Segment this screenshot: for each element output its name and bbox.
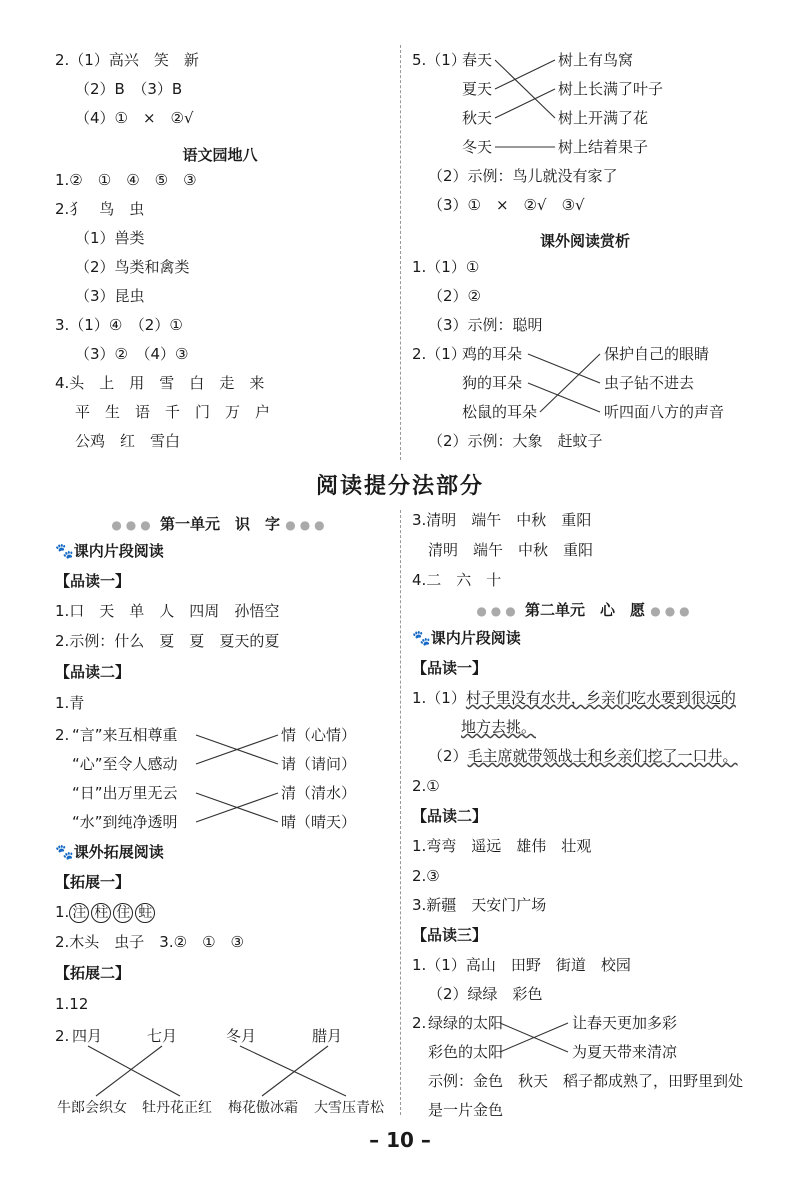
- ear-right-1: 虫子钻不进去: [604, 374, 695, 392]
- answer-2c: （3）昆虫: [75, 287, 145, 305]
- answer-4b: 平 生 语 千 门 万 户: [75, 403, 271, 421]
- ear-right-0: 保护自己的眼睛: [604, 345, 710, 363]
- phrase-2: 梅花傲冰霜: [228, 1100, 298, 1116]
- paw-icon: 🐾: [412, 629, 431, 647]
- match-line: [96, 1046, 162, 1096]
- phrase-0: 牛郎会织女: [57, 1100, 127, 1116]
- festivals-a: 3.清明 端午 中秋 重阳: [412, 511, 592, 529]
- pindu-3-q1: 1.（1）高山 田野 街道 校园: [412, 956, 631, 974]
- reading-2-2: （2）示例：大象 赶蚊子: [428, 432, 603, 450]
- numbers-answer: 4.二 六 十: [412, 571, 502, 589]
- month-3: 腊月: [312, 1027, 343, 1045]
- radical-left-1: “心”至令人感动: [72, 755, 178, 773]
- pindu-1-q2-num: （2）: [428, 747, 468, 765]
- section-title-yuwenyuandi: 语文园地八: [182, 146, 258, 164]
- tuozhan-1-label: 【拓展一】: [55, 873, 131, 891]
- pindu-3-q2: （2）绿绿 彩色: [428, 985, 543, 1003]
- sun-left-1: 彩色的太阳: [428, 1043, 504, 1061]
- paw-icon: 🐾: [55, 542, 74, 560]
- answer-3a: 3.（1）④ （2）①: [55, 316, 183, 334]
- pindu-1-q3: 2.①: [412, 777, 440, 795]
- sun-right-1: 为夏天带来清凉: [572, 1043, 678, 1061]
- match-line: [528, 354, 600, 383]
- tree-right-1: 树上长满了叶子: [558, 80, 664, 98]
- radical-right-2: 清（清水）: [281, 784, 357, 802]
- match-line: [495, 60, 555, 89]
- answer-4a: 4.头 上 用 雪 白 走 来: [55, 374, 265, 392]
- circled-char: 蛀: [135, 903, 155, 923]
- tree-right-3: 树上结着果子: [558, 138, 649, 156]
- radical-left-2: “日”出万里无云: [72, 784, 178, 802]
- dots-left: ●●●: [111, 518, 155, 532]
- match-line: [495, 89, 555, 118]
- tuozhan-2-q2-num: 2.: [55, 1027, 70, 1045]
- answer-2a: （1）兽类: [75, 229, 145, 247]
- wavy-answer-cont: 地方去挑。: [461, 718, 537, 736]
- ear-left-0: 鸡的耳朵: [462, 345, 523, 363]
- radical-left-0: “言”来互相尊重: [72, 726, 178, 744]
- section-title-kewai: 课外阅读赏析: [539, 232, 630, 250]
- tuozhan-2-label: 【拓展二】: [55, 964, 131, 982]
- wavy-answer-2: 毛主席就带领战士和乡亲们挖了一口井。: [467, 747, 738, 765]
- pindu-2-label: 【品读二】: [55, 663, 131, 681]
- pindu-2-q3-r: 3.新疆 天安门广场: [412, 896, 547, 914]
- pindu-1-q1: 1.口 天 单 人 四周 孙悟空: [55, 602, 280, 620]
- radical-right-3: 晴（晴天）: [281, 813, 357, 831]
- subsection-kenei-2-text: 课内片段阅读: [430, 629, 521, 647]
- dots-right: ●●●: [650, 604, 694, 618]
- match-line: [528, 383, 600, 412]
- pindu-3-example-2: 是一片金色: [428, 1101, 504, 1119]
- answer-5-num: 5.（1）: [412, 51, 466, 69]
- answer-3b: （3）② （4）③: [75, 345, 189, 363]
- reading-1-3: （3）示例：聪明: [428, 316, 543, 334]
- match-line: [495, 60, 555, 118]
- radical-right-1: 请（请问）: [281, 755, 357, 773]
- unit-title-2-text: 第二单元 心 愿: [524, 601, 645, 619]
- festivals-b: 清明 端午 中秋 重阳: [428, 541, 594, 559]
- dots-left: ●●●: [476, 604, 520, 618]
- pindu-3-label: 【品读三】: [412, 926, 488, 944]
- match-line: [240, 1046, 346, 1096]
- radical-left-3: “水”到纯净透明: [72, 813, 178, 831]
- phrase-1: 牡丹花正红: [142, 1100, 212, 1116]
- page-number: – 10 –: [369, 1128, 431, 1152]
- month-1: 七月: [147, 1027, 178, 1045]
- month-2: 冬月: [226, 1027, 257, 1045]
- pindu-1-q1-num: 1.（1）: [412, 689, 466, 707]
- paw-icon: 🐾: [55, 843, 74, 861]
- answer-5-3: （3）① × ②√ ③√: [428, 196, 585, 214]
- wavy-answer: 村子里没有水井，乡亲们吃水要到很远的: [465, 689, 736, 707]
- tree-right-2: 树上开满了花: [558, 109, 649, 127]
- pindu-3-example-1: 示例：金色 秋天 稻子都成熟了，田野里到处: [428, 1072, 744, 1090]
- answer-5-2: （2）示例：鸟儿就没有家了: [428, 167, 618, 185]
- pindu-1-label-2: 【品读一】: [412, 659, 488, 677]
- pindu-2-q2-num: 2.: [55, 726, 70, 744]
- ear-left-1: 狗的耳朵: [462, 374, 523, 392]
- pindu-1-label: 【品读一】: [55, 572, 131, 590]
- reading-2-num: 2.（1）: [412, 345, 466, 363]
- ear-right-2: 听四面八方的声音: [604, 403, 725, 421]
- subsection-kenei-text: 课内片段阅读: [73, 542, 164, 560]
- season-left-0: 春天: [462, 51, 493, 69]
- pindu-2-q1: 1.青: [55, 694, 85, 712]
- tuozhan-1-num: 1.: [55, 903, 70, 921]
- answer-2b: （2）鸟类和禽类: [75, 258, 190, 276]
- main-title: 阅读提分法部分: [315, 474, 484, 499]
- answer-2: 2.犭 鸟 虫: [55, 200, 145, 218]
- pindu-2-q2-r: 2.③: [412, 867, 440, 885]
- unit-title-1-text: 第一单元 识 字: [159, 515, 280, 533]
- match-line: [88, 1046, 180, 1096]
- circled-char: 住: [113, 903, 133, 923]
- reading-1-2: （2）②: [428, 287, 481, 305]
- tuozhan-1-q2: 2.木头 虫子 3.② ① ③: [55, 933, 244, 951]
- dots-right: ●●●: [285, 518, 329, 532]
- pindu-3-q3-num: 2.: [412, 1014, 427, 1032]
- answer-2-1: 2.（1）高兴 笑 新: [55, 51, 199, 69]
- pindu-2-q1-r: 1.弯弯 遥远 雄伟 壮观: [412, 837, 592, 855]
- circled-char: 注: [69, 903, 89, 923]
- season-left-2: 秋天: [462, 109, 493, 127]
- tree-right-0: 树上有鸟窝: [558, 51, 634, 69]
- answer-2-2: （2）B （3）B: [75, 80, 183, 98]
- answer-1: 1.② ① ④ ⑤ ③: [55, 171, 197, 189]
- ear-left-2: 松鼠的耳朵: [462, 403, 538, 421]
- season-left-1: 夏天: [462, 80, 493, 98]
- subsection-kewai-text: 课外拓展阅读: [73, 843, 164, 861]
- circled-char: 柱: [91, 903, 111, 923]
- sun-right-0: 让春天更加多彩: [572, 1014, 678, 1032]
- pindu-1-q2: 2.示例：什么 夏 夏 夏天的夏: [55, 632, 280, 650]
- match-line: [262, 1046, 328, 1096]
- radical-right-0: 情（心情）: [281, 726, 357, 744]
- pindu-2-label-2: 【品读二】: [412, 807, 488, 825]
- month-0: 四月: [72, 1027, 103, 1045]
- sun-left-0: 绿绿的太阳: [428, 1014, 504, 1032]
- answer-4c: 公鸡 红 雪白: [75, 432, 181, 450]
- tuozhan-2-q1: 1.12: [55, 995, 89, 1013]
- phrase-3: 大雪压青松: [314, 1100, 384, 1116]
- answer-2-4: （4）① × ②√: [75, 109, 194, 127]
- reading-1-1: 1.（1）①: [412, 258, 480, 276]
- season-left-3: 冬天: [462, 138, 493, 156]
